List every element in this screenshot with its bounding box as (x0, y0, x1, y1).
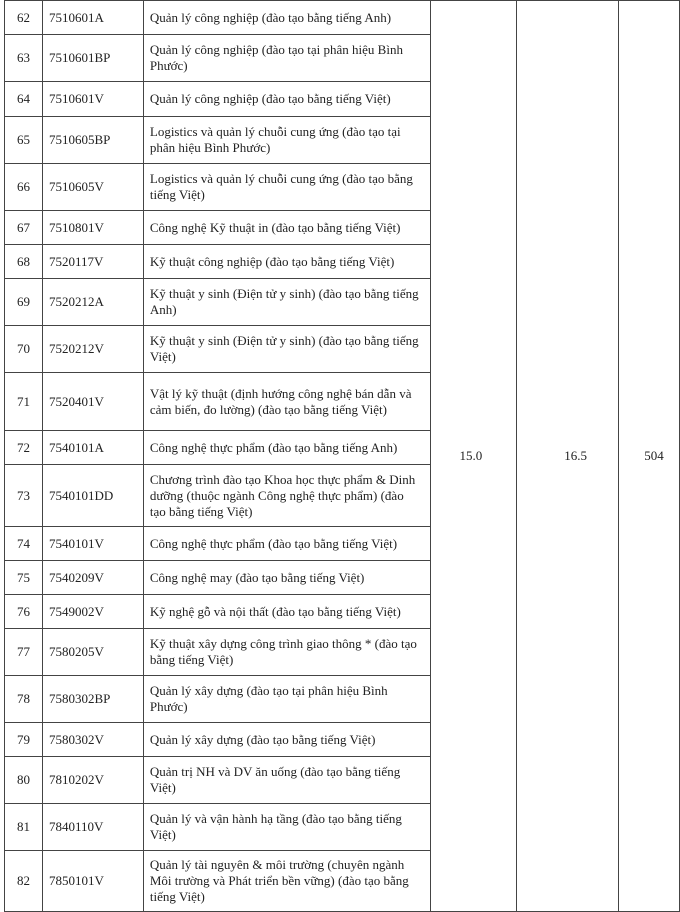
admission-table (4, 0, 680, 912)
table-body (5, 1, 680, 912)
major-name-cell: Quản lý và vận hành hạ tầng (đào tạo bằng tiếng Việt) (143, 804, 430, 851)
major-name-cell: Quản lý xây dựng (đào tạo bằng tiếng Việt) (143, 723, 430, 757)
major-code-cell: 7580302BP (42, 676, 143, 723)
row-number-cell: 69 (5, 279, 43, 326)
major-name-cell: Kỹ thuật y sinh (Điện tử y sinh) (đào tạo bằng tiếng Anh) (143, 279, 430, 326)
row-number-cell: 79 (5, 723, 43, 757)
row-number-cell: 77 (5, 629, 43, 676)
major-code-cell: 7850101V (42, 851, 143, 912)
merged-quota-cell: 504 (619, 1, 680, 912)
major-name-cell: Công nghệ thực phẩm (đào tạo bằng tiếng Việt) (143, 527, 430, 561)
major-code-cell: 7549002V (42, 595, 143, 629)
major-code-cell: 7810202V (42, 757, 143, 804)
major-code-cell: 7540101DD (42, 465, 143, 527)
major-code-cell: 7540101A (42, 431, 143, 465)
table-row (5, 1, 680, 35)
major-name-cell: Công nghệ thực phẩm (đào tạo bằng tiếng Anh) (143, 431, 430, 465)
row-number-cell: 70 (5, 326, 43, 373)
major-code-cell: 7580205V (42, 629, 143, 676)
row-number-cell: 82 (5, 851, 43, 912)
major-name-cell: Quản lý tài nguyên & môi trường (chuyên ngành Môi trường và Phát triển bền vững) (đào tạo bằng tiếng Việt) (143, 851, 430, 912)
major-code-cell: 7510601V (42, 82, 143, 117)
row-number-cell: 68 (5, 245, 43, 279)
major-code-cell: 7510601A (42, 1, 143, 35)
row-number-cell: 75 (5, 561, 43, 595)
major-code-cell: 7540101V (42, 527, 143, 561)
major-name-cell: Quản lý công nghiệp (đào tạo bằng tiếng Việt) (143, 82, 430, 117)
major-name-cell: Công nghệ Kỹ thuật in (đào tạo bằng tiếng Việt) (143, 211, 430, 245)
major-code-cell: 7840110V (42, 804, 143, 851)
major-name-cell: Quản trị NH và DV ăn uống (đào tạo bằng tiếng Việt) (143, 757, 430, 804)
major-code-cell: 7520212A (42, 279, 143, 326)
major-name-cell: Vật lý kỹ thuật (định hướng công nghệ bán dẫn và cảm biến, đo lường) (đào tạo bằng tiếng Việt) (143, 373, 430, 431)
major-code-cell: 7510605V (42, 164, 143, 211)
row-number-cell: 62 (5, 1, 43, 35)
merged-score-a-cell: 15.0 (431, 1, 517, 912)
major-name-cell: Quản lý xây dựng (đào tạo tại phân hiệu Bình Phước) (143, 676, 430, 723)
major-name-cell: Công nghệ may (đào tạo bằng tiếng Việt) (143, 561, 430, 595)
major-name-cell: Kỹ nghệ gỗ và nội thất (đào tạo bằng tiếng Việt) (143, 595, 430, 629)
row-number-cell: 73 (5, 465, 43, 527)
major-name-cell: Kỹ thuật xây dựng công trình giao thông * (đào tạo bằng tiếng Việt) (143, 629, 430, 676)
row-number-cell: 71 (5, 373, 43, 431)
major-code-cell: 7520212V (42, 326, 143, 373)
major-name-cell: Logistics và quản lý chuỗi cung ứng (đào tạo tại phân hiệu Bình Phước) (143, 117, 430, 164)
row-number-cell: 80 (5, 757, 43, 804)
major-name-cell: Quản lý công nghiệp (đào tạo bằng tiếng Anh) (143, 1, 430, 35)
row-number-cell: 78 (5, 676, 43, 723)
merged-score-b-cell: 16.5 (517, 1, 619, 912)
major-code-cell: 7580302V (42, 723, 143, 757)
row-number-cell: 67 (5, 211, 43, 245)
major-code-cell: 7510801V (42, 211, 143, 245)
row-number-cell: 63 (5, 35, 43, 82)
row-number-cell: 81 (5, 804, 43, 851)
major-name-cell: Kỹ thuật y sinh (Điện tử y sinh) (đào tạo bằng tiếng Việt) (143, 326, 430, 373)
row-number-cell: 72 (5, 431, 43, 465)
major-code-cell: 7520117V (42, 245, 143, 279)
row-number-cell: 66 (5, 164, 43, 211)
major-code-cell: 7540209V (42, 561, 143, 595)
row-number-cell: 74 (5, 527, 43, 561)
major-code-cell: 7510605BP (42, 117, 143, 164)
row-number-cell: 65 (5, 117, 43, 164)
major-name-cell: Kỹ thuật công nghiệp (đào tạo bằng tiếng Việt) (143, 245, 430, 279)
row-number-cell: 64 (5, 82, 43, 117)
major-name-cell: Logistics và quản lý chuỗi cung ứng (đào tạo bằng tiếng Việt) (143, 164, 430, 211)
major-name-cell: Chương trình đào tạo Khoa học thực phẩm & Dinh dưỡng (thuộc ngành Công nghệ thực phẩm) (đào tạo bằng tiếng Việt) (143, 465, 430, 527)
major-code-cell: 7510601BP (42, 35, 143, 82)
major-name-cell: Quản lý công nghiệp (đào tạo tại phân hiệu Bình Phước) (143, 35, 430, 82)
major-code-cell: 7520401V (42, 373, 143, 431)
row-number-cell: 76 (5, 595, 43, 629)
